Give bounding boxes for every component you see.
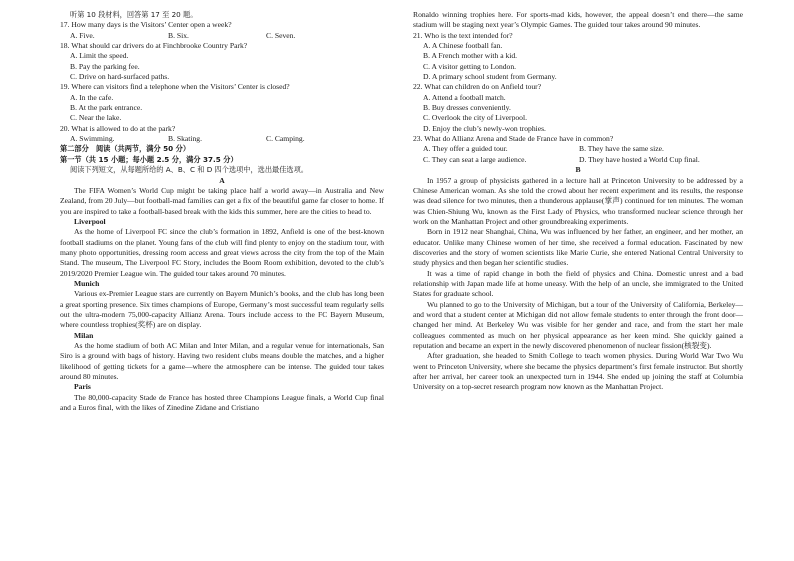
q19-stem: 19. Where can visitors find a telephone when the Visitors’ Center is closed? — [60, 82, 290, 92]
q20-option-a: A. Swimming. — [70, 134, 115, 144]
q20-options — [60, 134, 384, 144]
passage-b-paragraph-4: Wu planned to go to the University of Michigan, but a tour of the University of California, Berkeley—and word that a student center at Michigan did not allow female students to enter through the front door—changed her mind. At Berkeley Wu was visible for her gender and race, and from the start her male colleagues commented as much on her physical appearance as her keen mind. She quickly gained a reputation and became an expert in the newly discovered phenomenon of nuclear fission(核裂变). — [413, 299, 743, 350]
q19-option-b: B. At the park entrance. — [70, 103, 143, 113]
left-column — [60, 10, 384, 413]
city-heading-munich: Munich — [74, 278, 100, 288]
q20-stem: 20. What is allowed to do at the park? — [60, 123, 176, 133]
passage-b-paragraph-5: After graduation, she headed to Smith College to teach women physics. During World War Two Wu went to Princeton University, where she became the physics department’s first female instructor. But shortly after her arrival, her career took an unexpected turn in 1944. She ended up joining the staff at Columbia University on a top-secret research program now known as the Manhattan Project. — [413, 351, 743, 392]
q21-option-c: C. A visitor getting to London. — [423, 61, 517, 71]
passage-a-intro: The FIFA Women’s World Cup might be taking place half a world away—in Australia and New Zealand, from 20 July—but football-mad families can get a fix of the beautiful game far closer to home. If you are inspired to take a football-based break with the kids this summer, here are the cities to head to. — [60, 185, 384, 216]
q18-option-a: A. Limit the speed. — [70, 51, 129, 61]
q23-options-row1 — [413, 144, 743, 154]
passage-b-paragraph-3: It was a time of rapid change in both the field of physics and China. Domestic unrest and a bad relationship with Japan made life at home uneasy. With the help of an uncle, she immigrated to the United States for graduate school. — [413, 268, 743, 299]
q20-option-c: C. Camping. — [266, 134, 305, 144]
q21-option-b: B. A French mother with a kid. — [423, 51, 518, 61]
q18-option-c: C. Drive on hard-surfaced paths. — [70, 72, 170, 82]
passage-b-paragraph-1: In 1957 a group of physicists gathered in a lecture hall at Princeton University to be addressed by a Chinese American woman. As she told the crowd about her recent experiment and its results, the response was dead silence for two minutes, then a thunderous applause(掌声) continued for ten minutes. The woman was Chien-Shiung Wu, known as the First Lady of Physics, who transformed nuclear science through her work on the Manhattan Project and other groundbreaking experiments. — [413, 175, 743, 226]
paragraph-paris: The 80,000-capacity Stade de France has hosted three Champions League finals, a World Cup final and a Euros final, with the likes of Zinedine Zidane and Cristiano — [60, 392, 384, 413]
section-one-heading: 第一节（共 15 小题；每小题 2.5 分，满分 37.5 分） — [60, 154, 238, 164]
city-heading-liverpool: Liverpool — [74, 216, 106, 226]
passage-b-label: B — [575, 165, 581, 175]
q23-options-row2 — [413, 155, 743, 165]
q17-option-a: A. Five. — [70, 30, 95, 40]
q23-option-c: C. They can seat a large audience. — [423, 154, 527, 164]
q21-option-d: D. A primary school student from Germany. — [423, 72, 557, 82]
reading-instructions: 阅读下列短文，从每题所给的 A、B、C 和 D 四个选项中，选出最佳选项。 — [70, 165, 308, 175]
q17-option-c: C. Seven. — [266, 30, 296, 40]
part-two-heading: 第二部分 阅读（共两节，满分 50 分） — [60, 144, 191, 154]
q23-option-a: A. They offer a guided tour. — [423, 144, 508, 154]
city-heading-milan: Milan — [74, 330, 94, 340]
q19-option-c: C. Near the lake. — [70, 113, 122, 123]
q21-option-a: A. A Chinese football fan. — [423, 41, 503, 51]
passage-a-label: A — [219, 175, 225, 185]
paragraph-liverpool: As the home of Liverpool FC since the club’s formation in 1892, Anfield is one of the best-known football stadiums on the planet. Young fans of the club will find plenty to enjoy on the stadium tour, with many photo opportunities, dressing room access and great views across the city from the top of the Main Stand. The museum, The Liverpool FC Story, includes the Boom Room exhibition, devoted to the club’s 2019/2020 Premier League win. The guided tour takes around 70 minutes. — [60, 227, 384, 278]
q17-option-b: B. Six. — [168, 30, 189, 40]
q18-stem: 18. What should car drivers do at Finchbrooke Country Park? — [60, 41, 248, 51]
q19-option-a: A. In the cafe. — [70, 92, 114, 102]
listening-intro: 听第 10 段材料，回答第 17 至 20 题。 — [70, 10, 198, 19]
q17-options — [60, 31, 384, 41]
passage-b-paragraph-2: Born in 1912 near Shanghai, China, Wu was influenced by her father, an engineer, and her mother, an educator. Unlike many Chinese women of her time, she received a formal education. Fascinated by new discoveries and the story of women scientists like Marie Curie, she entered National Central University to study physics and then began her scientific studies. — [413, 227, 743, 268]
q22-option-d: D. Enjoy the club’s newly-won trophies. — [423, 123, 546, 133]
q22-option-b: B. Buy dresses conveniently. — [423, 103, 511, 113]
q23-option-d: D. They have hosted a World Cup final. — [579, 154, 700, 164]
q18-option-b: B. Pay the parking fee. — [70, 61, 140, 71]
q22-option-a: A. Attend a football match. — [423, 92, 506, 102]
right-column — [413, 10, 743, 393]
q23-option-b: B. They have the same size. — [579, 144, 664, 154]
city-heading-paris: Paris — [74, 382, 91, 392]
q21-stem: 21. Who is the text intended for? — [413, 30, 513, 40]
q17-stem: 17. How many days is the Visitors’ Center open a week? — [60, 20, 232, 30]
q23-stem: 23. What do Allianz Arena and Stade de France have in common? — [413, 134, 614, 144]
paragraph-paris-continued: Ronaldo winning trophies here. For sports-mad kids, however, the appeal doesn’t end there—the same stadium will be staging next year’s Olympic Games. The guided tour takes around 90 minutes. — [413, 10, 743, 30]
q22-option-c: C. Overlook the city of Liverpool. — [423, 113, 527, 123]
paragraph-milan: As the home stadium of both AC Milan and Inter Milan, and a regular venue for internationals, San Siro is a ground with bags of history. Having two resident clubs means double the matches, and a higher likelihood of getting tickets for a game—where the atmosphere can be intense. The guided tour takes around 80 minutes. — [60, 341, 384, 382]
q22-stem: 22. What can children do on Anfield tour? — [413, 82, 542, 92]
paragraph-munich: Various ex-Premier League stars are currently on Bayern Munich’s books, and the club has long been a great sporting presence. Six times champions of Europe, Germany’s most successful team regularly sells out the ultra-modern 75,000-capacity Allianz Arena. Tours include access to the FC Bayern Museum, where countless trophies(奖杯) are on display. — [60, 289, 384, 330]
q20-option-b: B. Skating. — [168, 134, 202, 144]
